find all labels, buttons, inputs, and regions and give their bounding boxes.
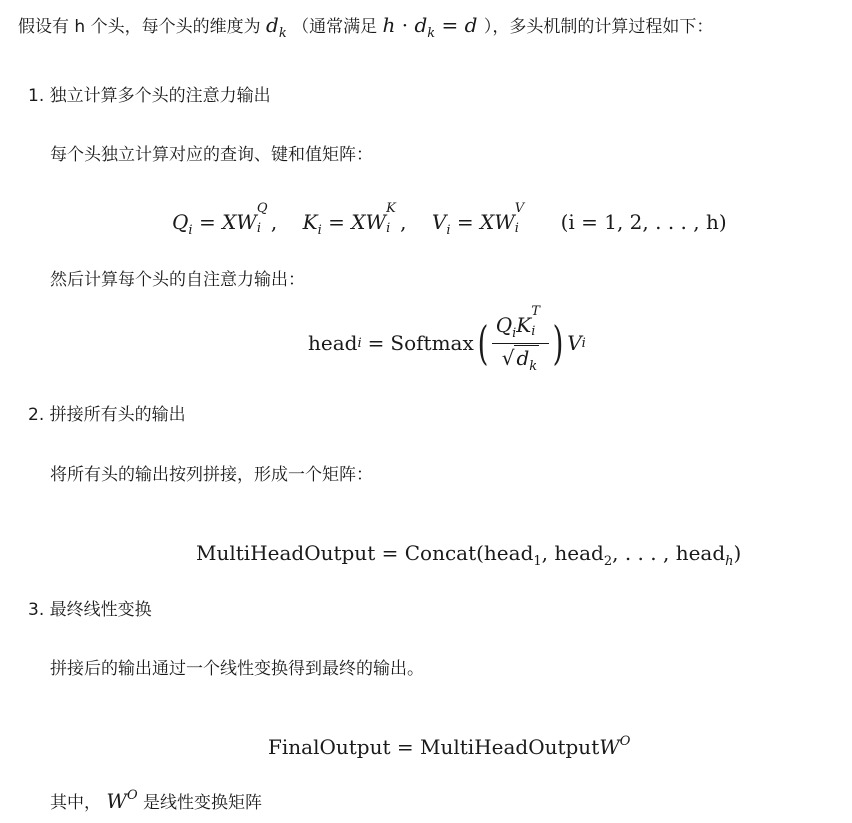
concat-equation: MultiHeadOutput = Concat(head$_1$, head$_2$, . . . , head$_h$) [196,541,742,569]
note-suffix: 是线性变换矩阵 [143,793,263,813]
intro-paragraph [18,12,713,41]
final-equation: FinalOutput = MultiHeadOutputW$^O$ [268,734,631,759]
step-1-desc-2: 然后计算每个头的自注意力输出： [50,270,305,290]
step-2-title: 2. 拼接所有头的输出 [28,405,186,425]
attention-fraction: $Q_iK$ T i √ $d_k$ [492,313,550,374]
step-3-desc: 拼接后的输出通过一个线性变换得到最终的输出。 [50,659,424,679]
index-range: (i = 1, 2, . . . , h) [560,210,727,234]
qkv-equation: $Q_i$ = XW Q i , $K_i$ = XW K i , $V_i$ = XW V i (i = 1, 2, . . . , h) [172,201,727,238]
left-paren: ( [477,316,489,370]
attention-equation: head i = Softmax ( $Q_iK$ T i √ $d_k$ ) V i [308,303,586,374]
intro-text-1: 假设有 h 个头，每个头的维度为 [18,17,261,37]
right-paren: ) [552,316,564,370]
intro-condition: $h \cdot d_k = d$ [382,13,478,41]
step-1-desc-1: 每个头独立计算对应的查询、键和值矩阵： [50,145,373,165]
intro-dk: $d_k$ [266,13,287,41]
step-3-title: 3. 最终线性变换 [28,600,152,620]
intro-text-3: ），多头机制的计算过程如下： [483,17,714,37]
note-W: $W^O$ [106,788,138,813]
intro-text-2: （通常满足 [292,17,378,37]
step-2-desc: 将所有头的输出按列拼接，形成一个矩阵： [50,465,373,485]
note-prefix: 其中， [50,793,101,813]
step-1-title: 1. 独立计算多个头的注意力输出 [28,86,271,106]
note-line [50,788,262,813]
